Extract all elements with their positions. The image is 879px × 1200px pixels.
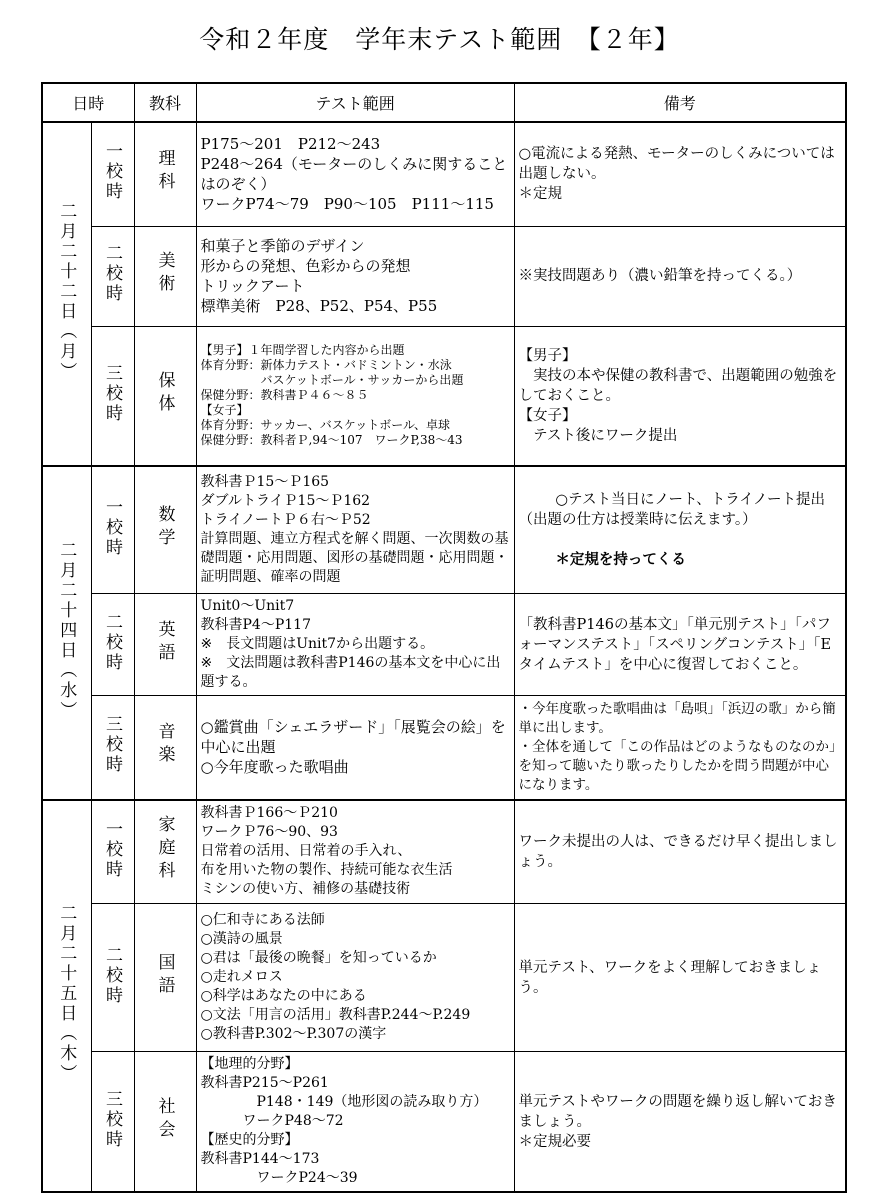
range-cell: ○鑑賞曲「シェエラザード」「展覧会の絵」を中心に出題 ○今年度歌った歌唱曲 <box>196 696 514 800</box>
period-label: 三校時 <box>102 715 122 776</box>
period-label: 三校時 <box>102 1089 122 1150</box>
notes-cell: 単元テストやワークの問題を繰り返し解いておきましょう。 ＊定規必要 <box>514 1052 846 1193</box>
subject-label: 社会 <box>154 1096 175 1143</box>
range-cell: 教科書Ｐ15～Ｐ165 ダブルトライＰ15～Ｐ162 トライノートＰ６右～Ｐ52 計算問題、連立方程式を解く問題、一次関数の基礎問題・応用問題、図形の基礎問題・応用問題・証明問題、確率の問題 <box>196 466 514 594</box>
page-title: 令和２年度 学年末テスト範囲 【２年】 <box>199 25 680 54</box>
date-label: 二月二十四日（水） <box>56 540 77 721</box>
period-label: 一校時 <box>102 498 122 558</box>
period-label: 二校時 <box>102 945 122 1006</box>
notes-cell: 【男子】 実技の本や保健の教科書で、出題範囲の勉強をしておくこと。 【女子】 テスト後にワーク提出 <box>514 326 846 466</box>
notes-cell: ・今年度歌った歌唱曲は「島唄」「浜辺の歌」から簡単に出します。 ・全体を通して「この作品はどのようなものなのか」を知って聴いたり歌ったりしたかを問う問題が中心になります。 <box>514 696 846 800</box>
subject-label: 英語 <box>154 619 175 666</box>
table-row <box>42 594 846 696</box>
notes-cell: 「教科書P146の基本文」「単元別テスト」「パフォーマンステスト」「スペリングコンテスト」「Eタイムテスト」を中心に復習しておくこと。 <box>514 594 846 696</box>
subject-label: 保体 <box>154 370 175 417</box>
table-row <box>42 904 846 1052</box>
subject-label: 理科 <box>154 149 175 196</box>
subject-label: 美術 <box>154 251 175 297</box>
period-label: 一校時 <box>102 142 122 203</box>
test-range-table <box>41 82 847 1193</box>
period-label: 一校時 <box>102 819 122 880</box>
date-cell <box>42 466 91 800</box>
table-row <box>42 226 846 326</box>
notes-text: ○テスト当日にノート、トライノート提出 （出題の仕方は授業時に伝えます。） <box>518 492 825 528</box>
notes-cell: 単元テスト、ワークをよく理解しておきましょう。 <box>514 904 846 1052</box>
notes-cell: ○電流による発熱、モーターのしくみについては出題しない。 ＊定規 <box>514 122 846 226</box>
range-cell: Unit0～Unit7 教科書P4～P117 ※ 長文問題はUnit7から出題する。 ※ 文法問題は教科書P146の基本文を中心に出題する。 <box>196 594 514 696</box>
range-cell: 教科書Ｐ166～Ｐ210 ワークＰ76～90、93 日常着の活用、日常着の手入れ、 布を用いた物の製作、持続可能な衣生活 ミシンの使い方、補修の基礎技術 <box>196 800 514 904</box>
range-cell: 和菓子と季節のデザイン 形からの発想、色彩からの発想 トリックアート 標準美術 P28、P52、P54、P55 <box>196 226 514 326</box>
notes-cell: ※実技問題あり（濃い鉛筆を持ってくる。） <box>514 226 846 326</box>
range-cell: 【男子】１年間学習した内容から出題 体育分野：新体力テスト・バドミントン・水泳 バスケットボール・サッカーから出題 保健分野：教科書Ｐ４６～８５ 【女子】 体育分野：サッカー、バスケットボール、卓球 保健分野：教科者Ｐ,94～107 ワークP,38～43 <box>196 326 514 466</box>
header-date: 日時 <box>42 83 134 122</box>
subject-label: 音楽 <box>154 722 175 769</box>
date-label: 二月二十二日（月） <box>56 202 77 382</box>
date-label: 二月二十五日（木） <box>56 903 77 1084</box>
date-cell <box>42 122 91 466</box>
subject-label: 家庭科 <box>154 815 175 885</box>
table-row <box>42 326 846 466</box>
header-notes: 備考 <box>514 83 846 122</box>
table-row <box>42 1052 846 1193</box>
header-subject: 教科 <box>134 83 196 122</box>
notes-cell: ワーク未提出の人は、できるだけ早く提出しましょう。 <box>514 800 846 904</box>
table-row <box>42 466 846 594</box>
range-cell: ○仁和寺にある法師 ○漢詩の風景 ○君は「最後の晩餐」を知っているか ○走れメロス ○科学はあなたの中にある ○文法「用言の活用」教科書P.244～P.249 ○教科書P.302～P.307の漢字 <box>196 904 514 1052</box>
notes-cell <box>514 466 846 594</box>
period-label: 二校時 <box>102 244 122 304</box>
range-cell: 【地理的分野】 教科書P215～P261 P148・149（地形図の読み取り方） ワークP48～72 【歴史的分野】 教科書P144～173 ワークP24～39 <box>196 1052 514 1193</box>
range-cell: P175～201 P212～243 P248～264（モーターのしくみに関することはのぞく） ワークP74～79 P90～105 P111～115 <box>196 122 514 226</box>
notes-bold-text: ＊定規を持ってくる <box>555 551 686 568</box>
period-label: 二校時 <box>102 612 122 673</box>
header-range: テスト範囲 <box>196 83 514 122</box>
date-cell <box>42 800 91 1193</box>
table-row <box>42 122 846 226</box>
table-row <box>42 696 846 800</box>
subject-label: 国語 <box>154 952 175 999</box>
table-row <box>42 800 846 904</box>
subject-label: 数学 <box>154 505 175 551</box>
header-row <box>42 83 846 122</box>
period-label: 三校時 <box>102 363 122 424</box>
